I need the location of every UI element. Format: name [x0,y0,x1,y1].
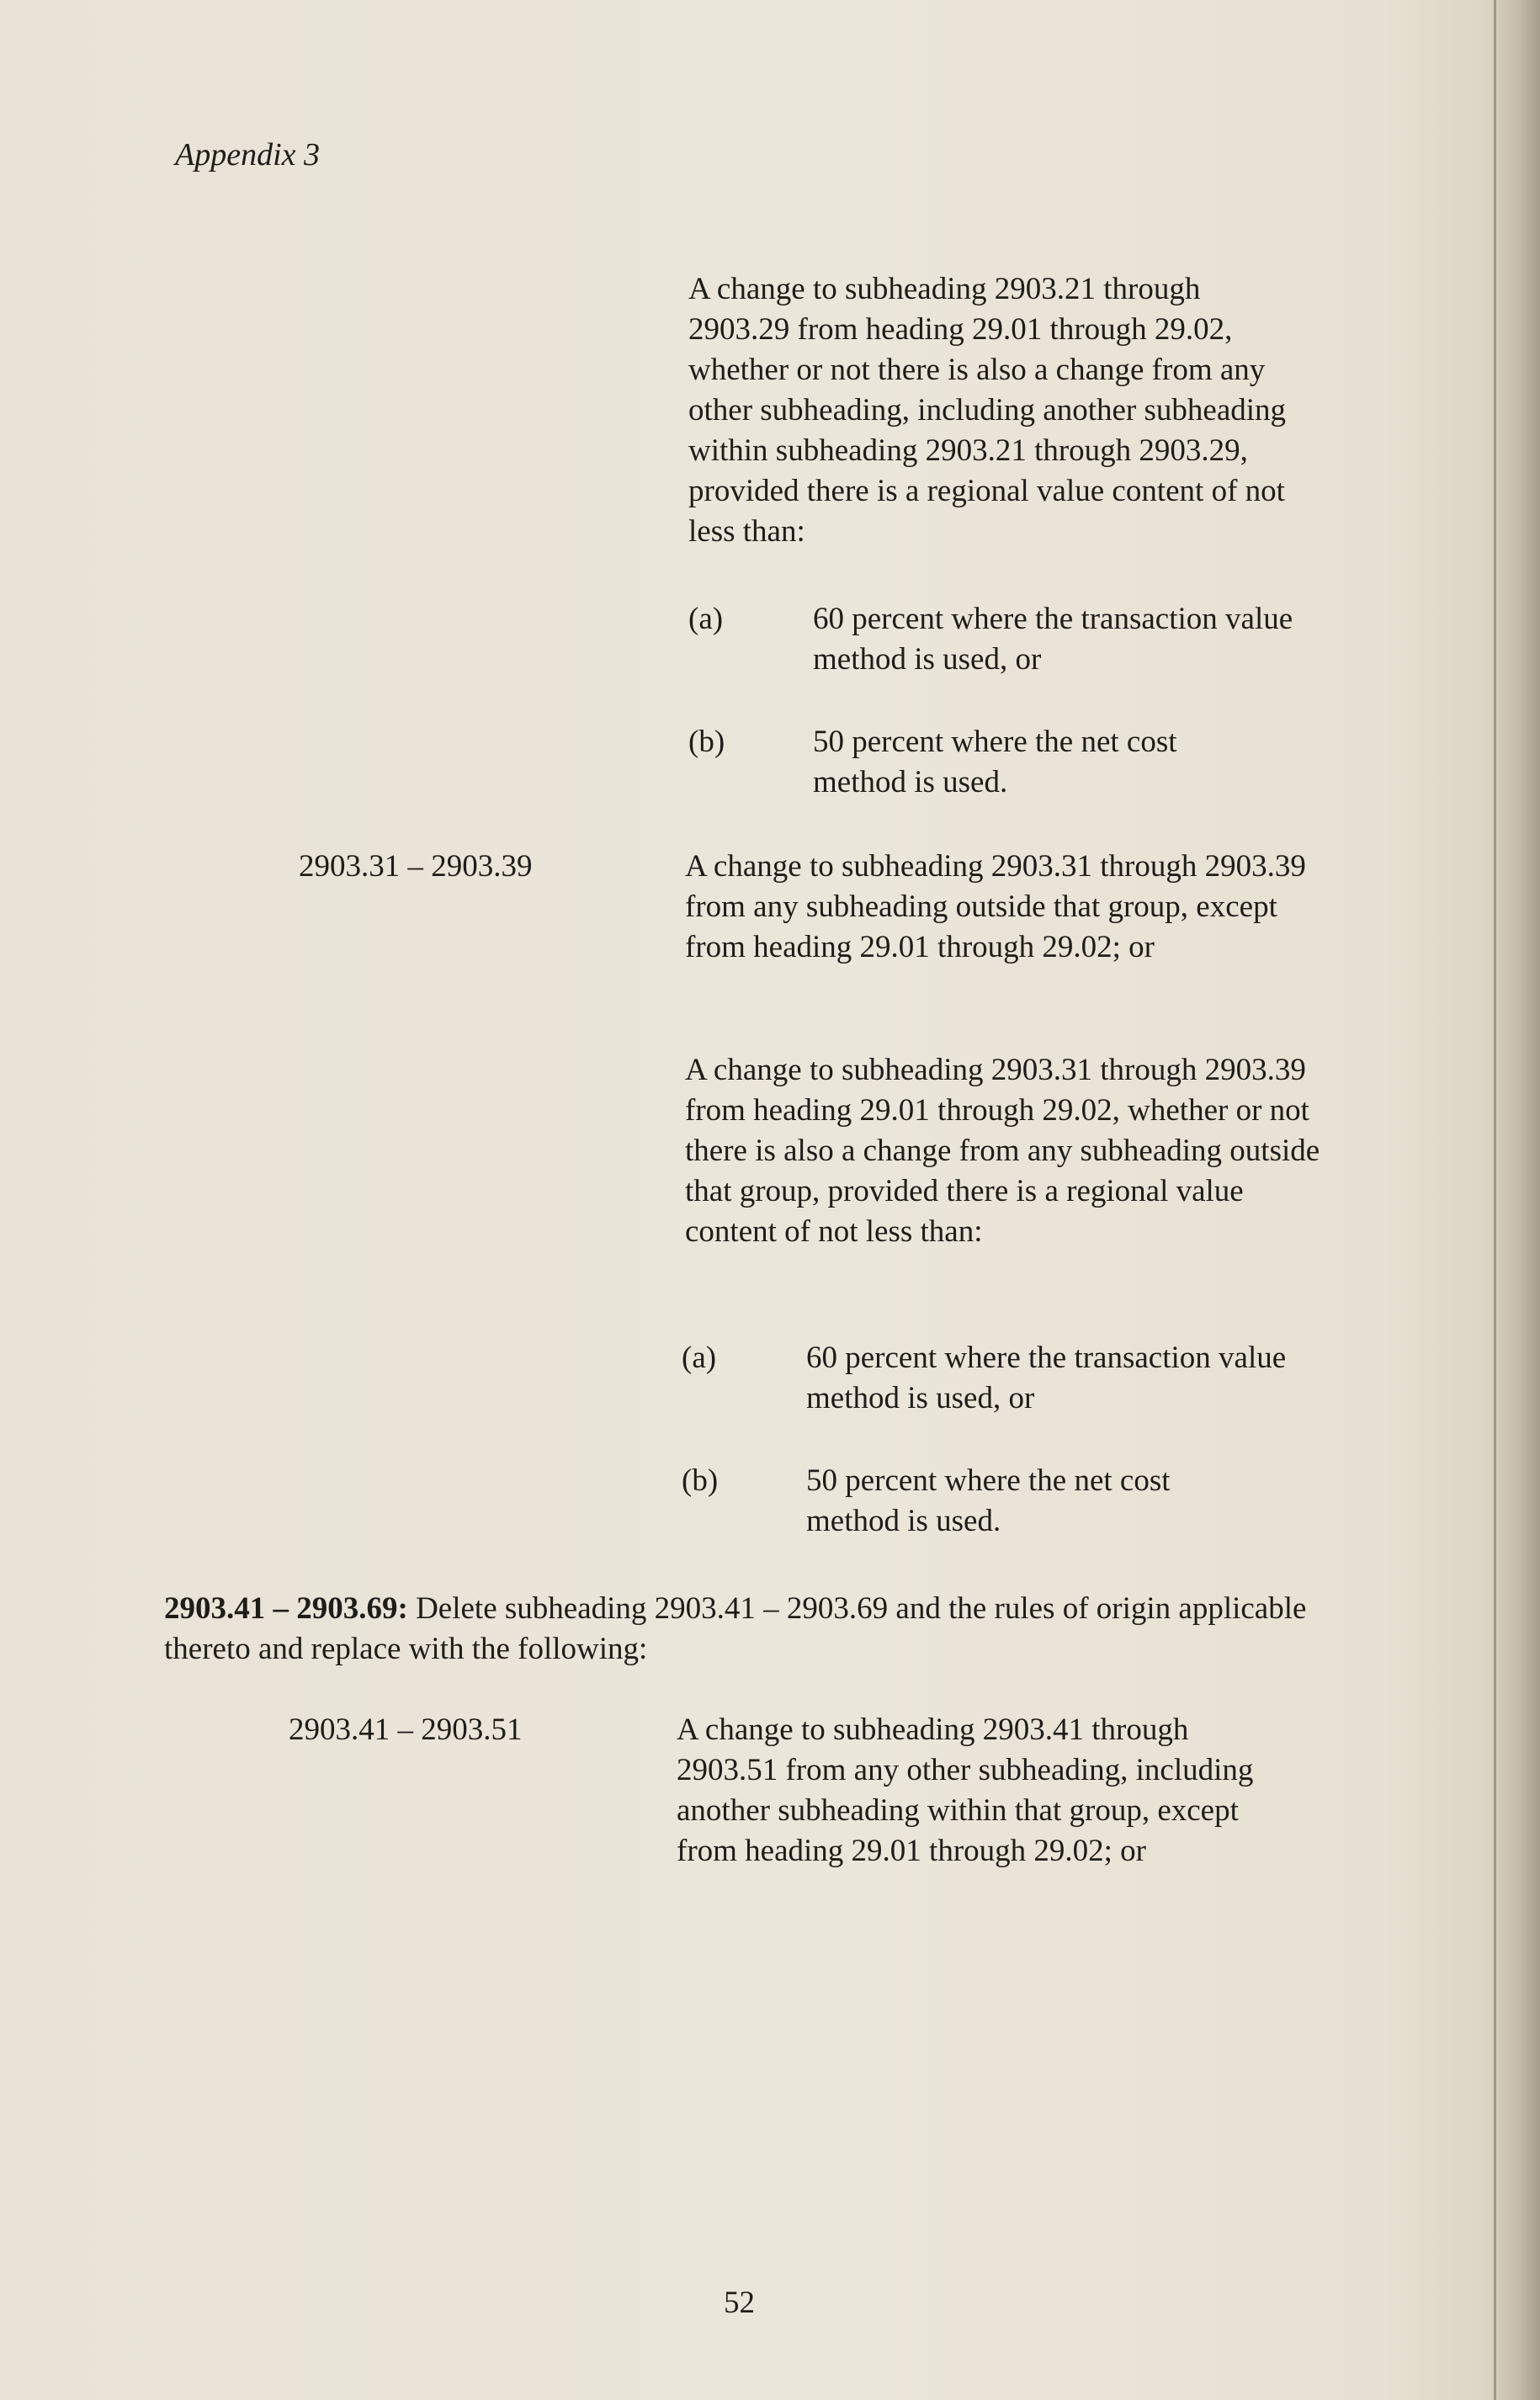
rule-2903-21-item-b-text: 50 percent where the net cost method is used. [813,725,1177,799]
rule-2903-31-item-b-text: 50 percent where the net cost method is used. [806,1463,1171,1538]
rule-2903-31-text-2: A change to subheading 2903.31 through 2903.39 from heading 29.01 through 29.02, whether or not there is also a change from any subheading outside that group, provided there is a regional value content of not less than: [685,1053,1320,1249]
rule-2903-41-code: 2903.41 – 2903.51 [289,1712,523,1747]
rule-2903-31-text-1: A change to subheading 2903.31 through 2903.39 from any subheading outside that group, except from heading 29.01 through 29.02; or [685,849,1306,964]
rule-2903-21-item-a-text: 60 percent where the transaction value method is used, or [813,602,1293,677]
rule-2903-31-item-b-marker: (b) [682,1463,719,1498]
page-number: 52 [724,2286,755,2320]
rule-2903-31-code: 2903.31 – 2903.39 [299,849,533,884]
rule-2903-21-text: A change to subheading 2903.21 through 2903.29 from heading 29.01 through 29.02, whether or not there is also a change from any other subheading, including another subheading within subheading 2903.21 through 2903.29, provided there is a regional value content of not less than: [688,272,1287,549]
amendment-heading: 2903.41 – 2903.69: [164,1591,408,1626]
amendment-text: Delete subheading 2903.41 – 2903.69 and the rules of origin applicable thereto and replace with the following: [164,1591,1307,1666]
rule-2903-31-item-a-text: 60 percent where the transaction value method is used, or [806,1341,1287,1415]
page-edge [1494,0,1496,2400]
rule-2903-21-item-a-marker: (a) [688,602,724,636]
rule-2903-21-item-b-marker: (b) [688,725,725,759]
spine-shadow [1490,0,1540,2400]
amendment-paragraph [164,1589,1325,1670]
rule-2903-41-text: A change to subheading 2903.41 through 2903.51 from any other subheading, including another subheading within that group, except from heading 29.01 through 29.02; or [677,1712,1254,1868]
running-head: Appendix 3 [175,137,321,173]
rule-2903-31-item-a-marker: (a) [682,1341,717,1375]
